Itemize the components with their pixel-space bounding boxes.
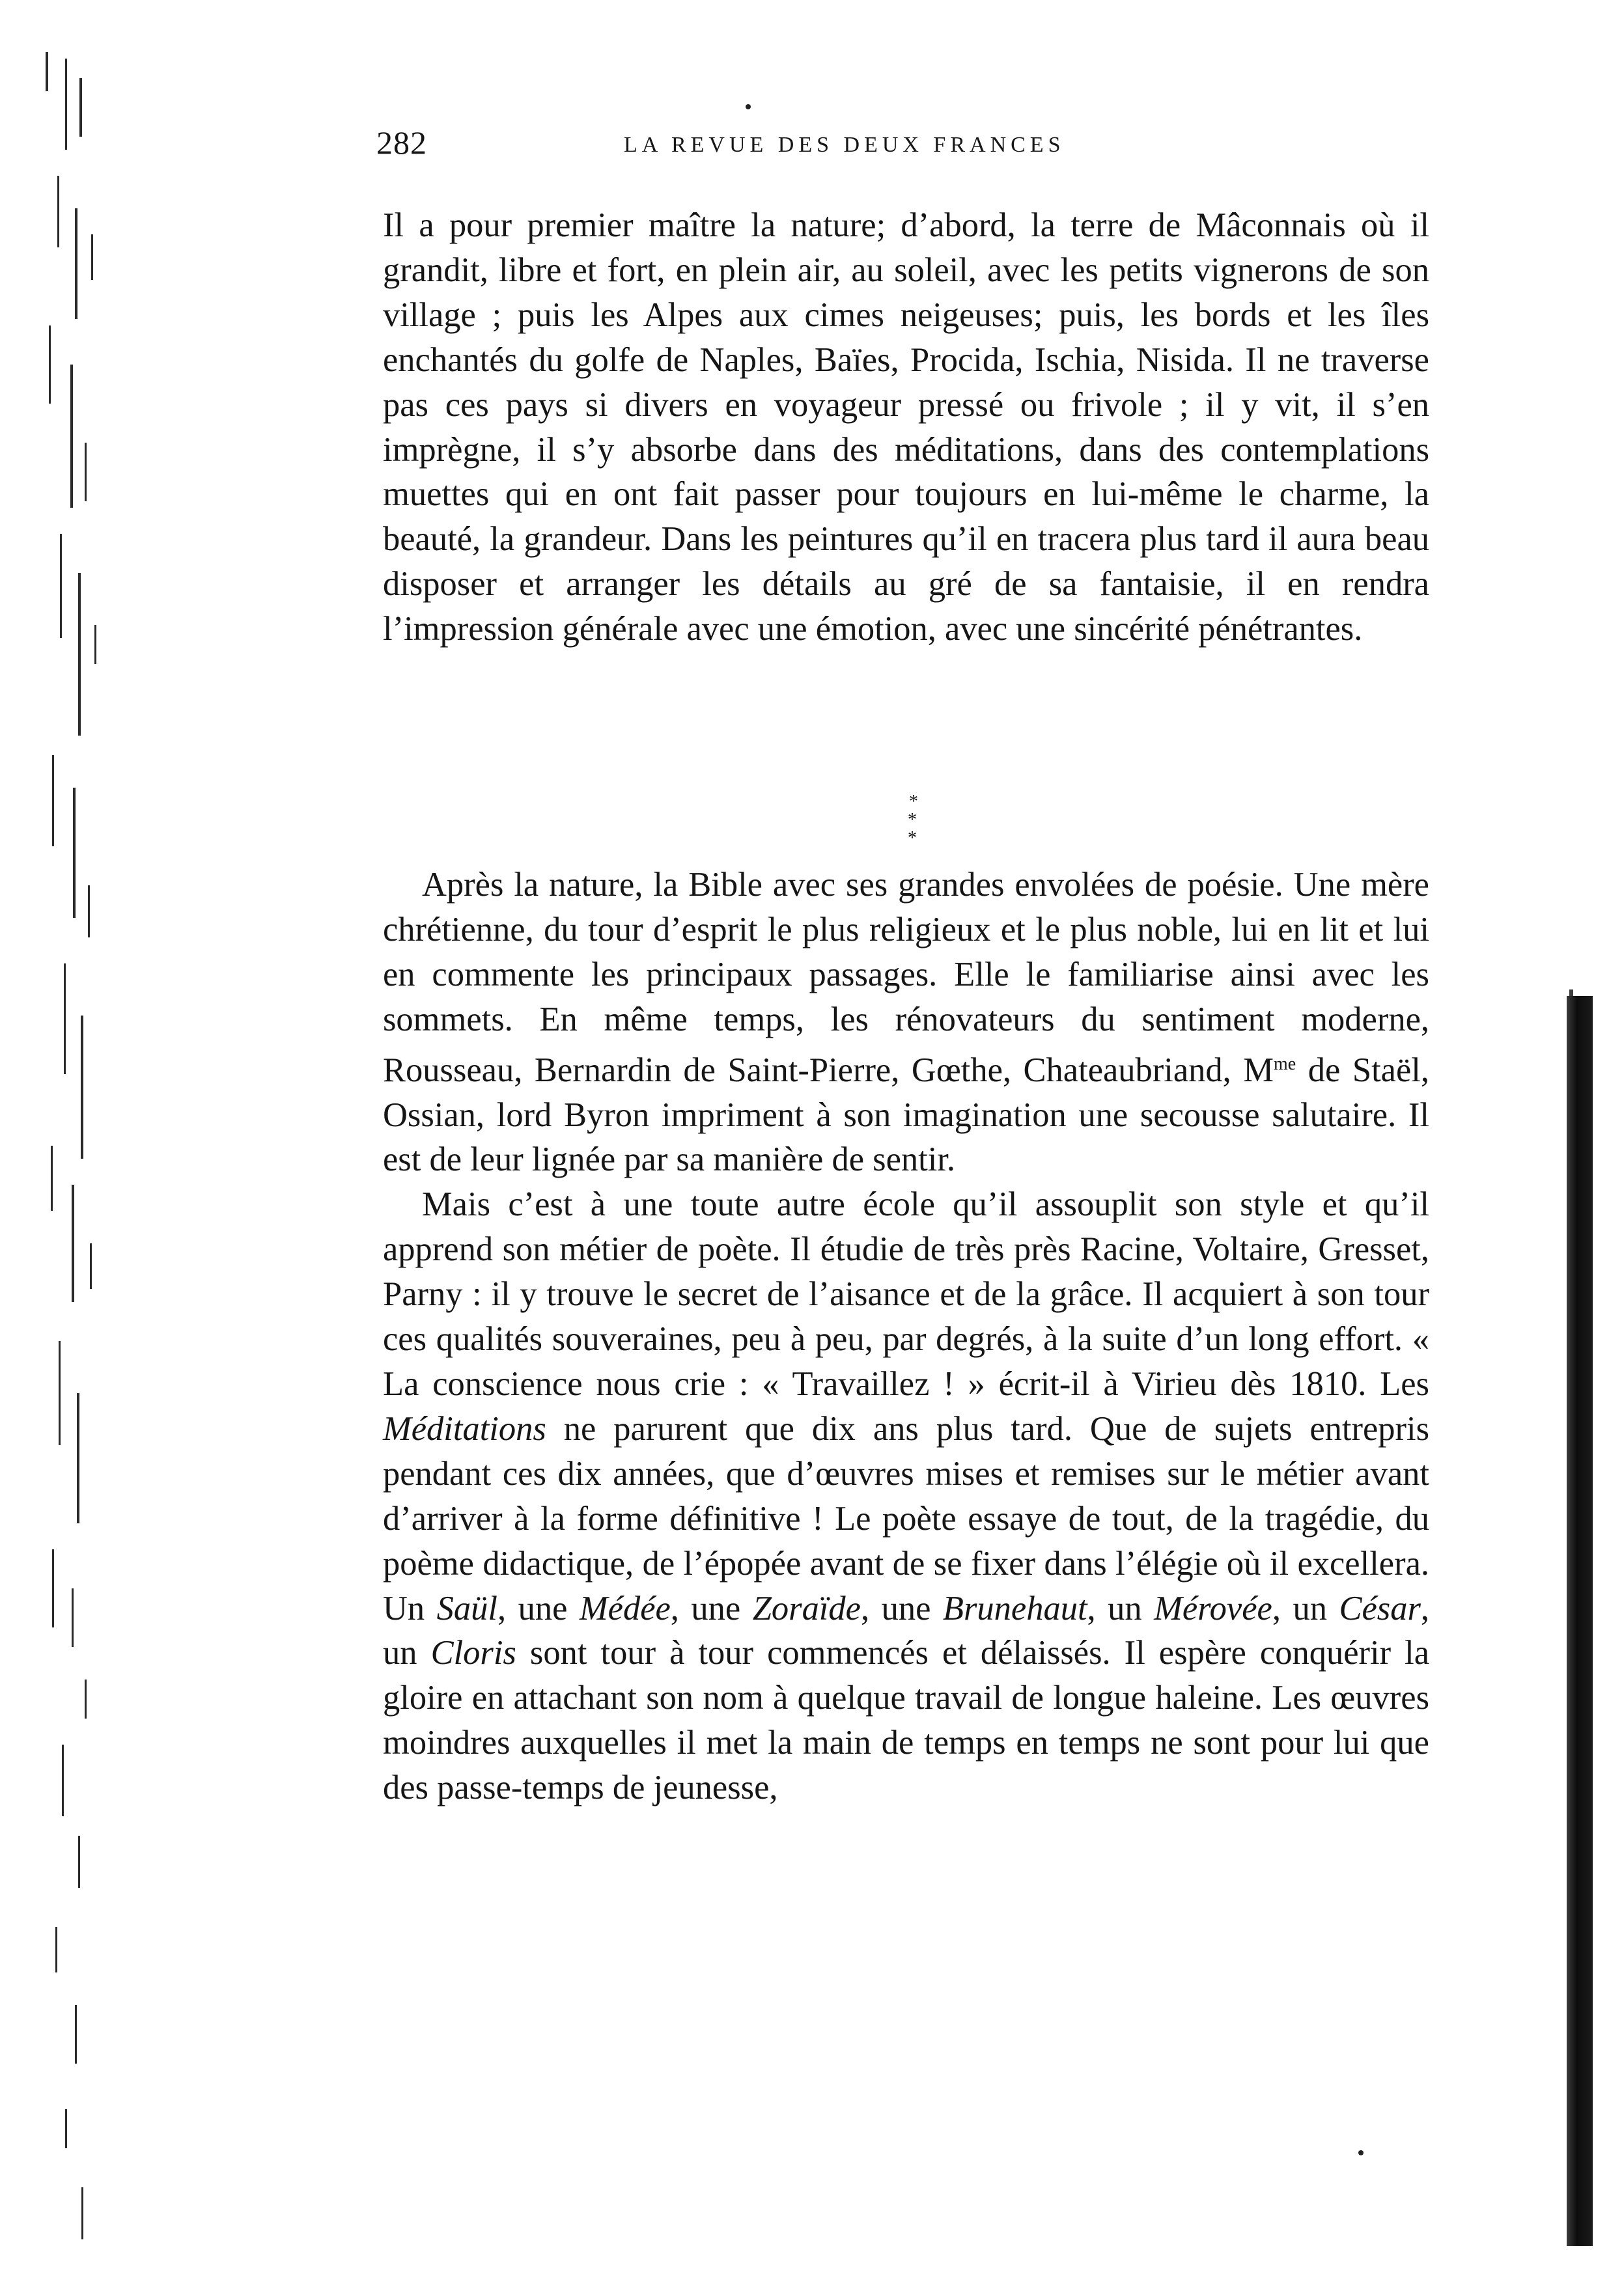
scan-speck — [1358, 2150, 1364, 2155]
paragraph-text: , un — [1087, 1589, 1154, 1627]
paragraph-text: , une — [860, 1589, 943, 1627]
section-separator — [874, 792, 953, 848]
work-title: Cloris — [430, 1634, 516, 1672]
work-title: Zoraïde — [752, 1589, 861, 1627]
second-section-block — [383, 863, 1429, 1810]
paragraph-text: , un — [383, 1589, 1429, 1672]
binding-gutter-noise — [39, 39, 111, 2265]
paragraph-text: de Staël, Ossian, lord Byron impriment à son imagination une secousse salutaire. Il est de leur lignée par sa manière de sentir. — [383, 1051, 1429, 1179]
mme-superscript: me — [1274, 1053, 1296, 1074]
first-paragraph-block — [383, 203, 1429, 652]
work-title: Mérovée — [1154, 1589, 1272, 1627]
running-title: LA REVUE DES DEUX FRANCES — [624, 133, 1065, 157]
paragraph-text: , une — [497, 1589, 580, 1627]
work-title: Brunehaut — [942, 1589, 1087, 1627]
scan-speck — [746, 104, 751, 109]
separator-bottom: * * — [908, 810, 932, 848]
paragraph-text: , un — [1272, 1589, 1339, 1627]
paragraph-school — [383, 1182, 1429, 1810]
right-edge-shadow — [1567, 996, 1593, 2246]
paragraph-text: ne parurent que dix ans plus tard. Que de sujets entrepris pendant ces dix années, que d’œuvres mises et remises sur le métier avant d’arriver à la forme définitive ! Le poète essaye de tout, de la tragédie, du poème didactique, de l’épopée avant de se fixer dans l’élégie où il excellera. Un — [383, 1409, 1429, 1627]
page-header — [376, 124, 1431, 176]
paragraph-bible — [383, 863, 1429, 1182]
paragraph-text: Mais c’est à une toute autre école qu’il assouplit son style et qu’il apprend son métier de poète. Il étudie de très près Racine, Voltaire, Gresset, Parny : il y trouve le secret de l’aisance et de la grâce. Il acquiert à son tour ces qualités souveraines, peu à peu, par degrés, à la suite d’un long effort. « La conscience nous crie : « Travaillez ! » écrit-il à Virieu dès 1810. Les — [383, 1185, 1429, 1403]
paragraph-text: Après la nature, la Bible avec ses grandes envolées de poésie. Une mère chrétienne, du tour d’esprit le plus religieux et le plus noble, lui en lit et lui en commente les principaux passages. Elle le familiarise ainsi avec les sommets. En même temps, les rénovateurs du sentiment moderne, Rousseau, Bernardin de Saint-Pierre, Gœthe, Chateaubriand, M — [383, 866, 1429, 1089]
paragraph-text: , une — [670, 1589, 753, 1627]
work-title: Saül — [436, 1589, 497, 1627]
separator-top: * — [909, 792, 918, 812]
work-title: Médée — [579, 1589, 671, 1627]
work-title: Méditations — [383, 1409, 546, 1448]
paragraph: Il a pour premier maître la nature; d’abord, la terre de Mâconnais où il grandit, libre et fort, en plein air, au soleil, avec les petits vignerons de son village ; puis les Alpes aux cimes neigeuses; puis, les bords et les îles enchantés du golfe de Naples, Baïes, Procida, Ischia, Nisida. Il ne traverse pas ces pays si divers en voyageur pressé ou frivole ; il y vit, il s’en imprègne, il s’y absorbe dans des méditations, dans des contemplations muettes qui en ont fait passer pour toujours en lui-même le charme, la beauté, la grandeur. Dans les peintures qu’il en tracera plus tard il aura beau disposer et arranger les détails au gré de sa fantaisie, il en rendra l’impression générale avec une émotion, avec une sincérité pénétrantes. — [383, 206, 1429, 648]
paragraph-text: sont tour à tour commencés et délaissés. Il espère conquérir la gloire en attachant son nom à quelque travail de longue haleine. Les œuvres moindres auxquelles il met la main de temps en temps ne sont pour lui que des passe-temps de jeunesse, — [383, 1634, 1430, 1807]
work-title: César — [1339, 1589, 1421, 1627]
page-number: 282 — [376, 124, 427, 161]
